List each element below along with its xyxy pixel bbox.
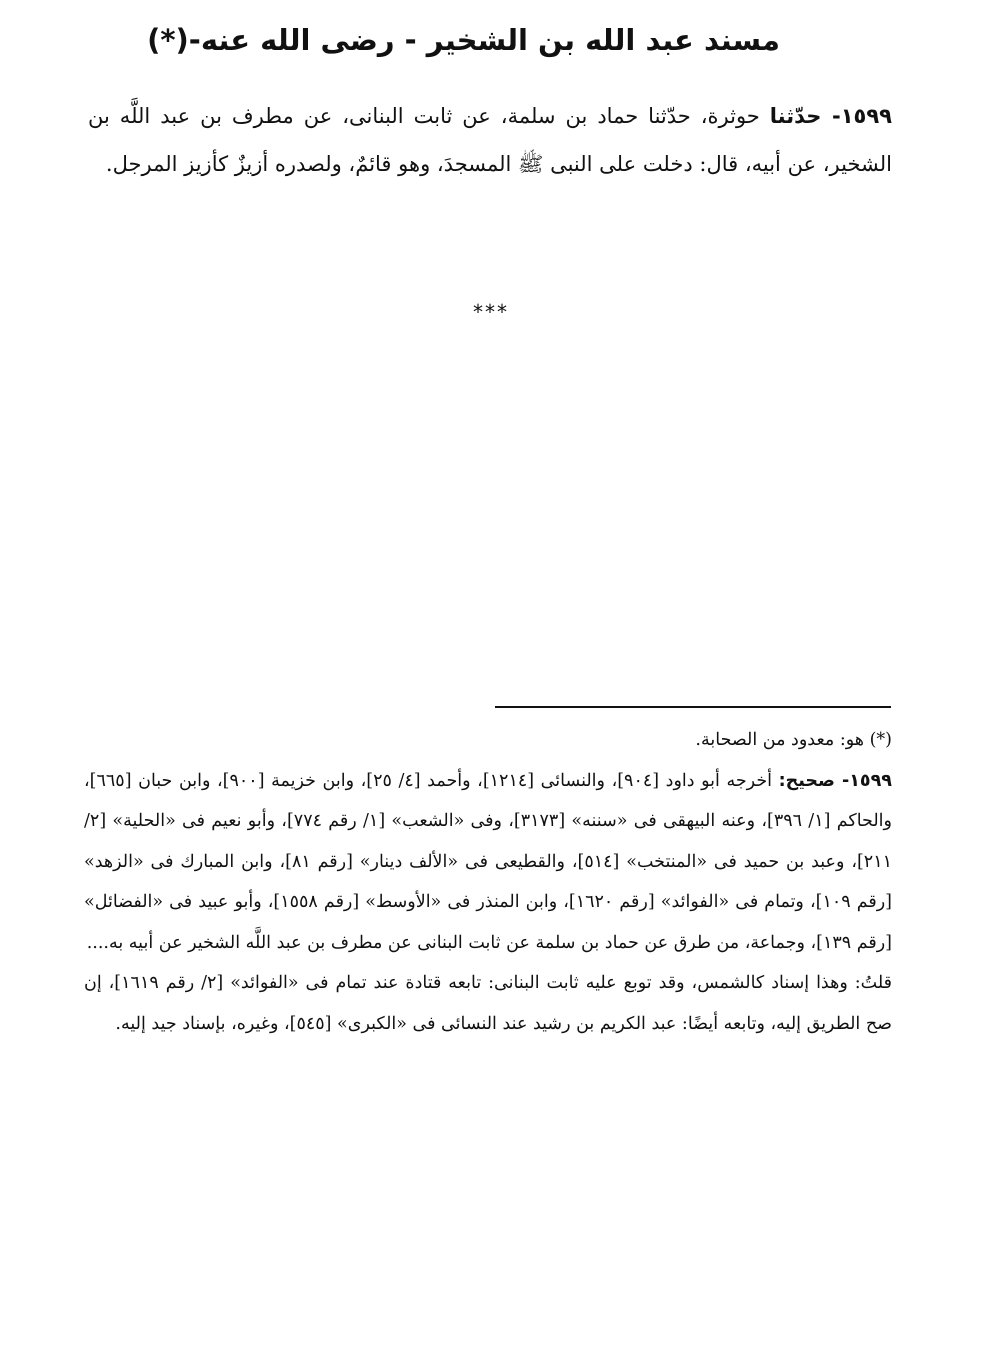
footnotes xyxy=(84,720,892,1044)
hadith-text: حوثرة، حدّثنا حماد بن سلمة، عن ثابت البنانى، عن مطرف بن عبد اللَّه بن الشخير، عن أبيه، قال: دخلت على النبى ﷺ المسجدَ، وهو قائمٌ، ولصدره أزيزٌ كأزيز المرجل. xyxy=(88,104,892,176)
section-separator-stars: *** xyxy=(473,300,509,324)
hadith-paragraph xyxy=(88,92,892,188)
footnote-divider xyxy=(495,706,891,708)
footnote-takhrij xyxy=(84,761,892,964)
footnote-star: (*) هو: معدود من الصحابة. xyxy=(695,730,892,750)
footnote-comment: قلتُ: وهذا إسناد كالشمس، وقد توبع عليه ثابت البنانى: تابعه قتادة عند تمام فى «الفوائد» [٢/ رقم ١٦١٩]، إن صح الطريق إليه، وتابعه أيضًا: عبد الكريم بن رشيد عند النسائى فى «الكبرى» [٥٤٥]، وغيره، بإسناد جيد إليه. xyxy=(84,973,892,1034)
takhrij-grade: ١٥٩٩- صحيح: xyxy=(778,770,892,791)
takhrij-text: أخرجه أبو داود [٩٠٤]، والنسائى [١٢١٤]، وأحمد [٤/ ٢٥]، وابن خزيمة [٩٠٠]، وابن حبان [٦٦٥]، والحاكم [١/ ٣٩٦]، وعنه البيهقى فى «سننه» [٣١٧٣]، وفى «الشعب» [١/ رقم ٧٧٤]، وأبو نعيم فى «الحلية» [٢/ ٢١١]، وعبد بن حميد فى «المنتخب» [٥١٤]، والقطيعى فى «الألف دينار» [رقم ٨١]، وابن المبارك فى «الزهد» [رقم ١٠٩]، وتمام فى «الفوائد» [رقم ١٦٢٠]، وابن المنذر فى «الأوسط» [رقم ١٥٥٨]، وأبو عبيد فى «الفضائل» [رقم ١٣٩]، وجماعة، من طرق عن حماد بن سلمة عن ثابت البنانى عن مطرف بن عبد اللَّه الشخير عن أبيه به.... xyxy=(84,770,893,953)
page-title: مسند عبد الله بن الشخير - رضى الله عنه-(*) xyxy=(147,23,780,57)
hadith-number: ١٥٩٩- حدّثنا xyxy=(769,104,892,128)
